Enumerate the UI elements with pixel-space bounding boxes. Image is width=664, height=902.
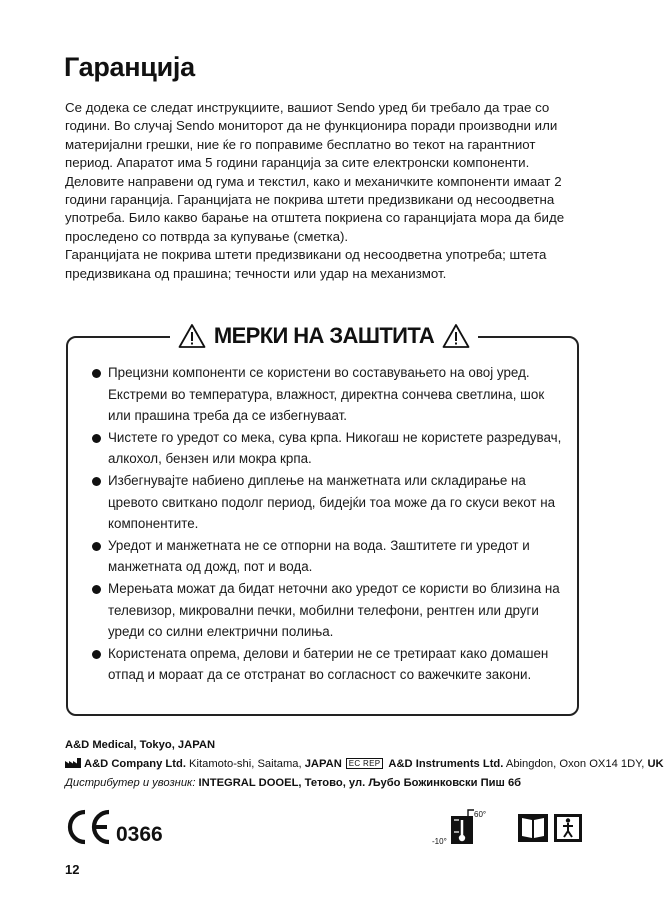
warranty-paragraph: Гаранцијата не покрива штети предизвикани од несоодветна употреба; штета предизвикана од прашина; течности или удар на механизмот. bbox=[65, 247, 547, 281]
bullet-icon bbox=[92, 585, 101, 594]
precautions-list bbox=[84, 362, 564, 686]
list-item: Користената опрема, делови и батерии не се третираат како домашен отпад и мораат да се отстранат во согласност со важечките закони. bbox=[84, 643, 564, 686]
warning-triangle-icon bbox=[178, 323, 206, 349]
precautions-title: МЕРКИ НА ЗАШТИТА bbox=[213, 323, 435, 348]
instructions-book-icon bbox=[518, 814, 548, 842]
bullet-icon bbox=[92, 477, 101, 486]
distributor-line: Дистрибутер и увозник: INTEGRAL DOOEL, Тетово, ул. Љубо Божинковски Пиш 6б bbox=[65, 777, 522, 789]
manufacturer-line: A&D Company Ltd. Kitamoto-shi, Saitama, JAPAN EC REP A&D Instruments Ltd. Abingdon, Oxon OX14 1DY, UK bbox=[65, 755, 585, 774]
warning-triangle-icon bbox=[442, 323, 470, 349]
manufacturer-info bbox=[65, 736, 664, 793]
list-item: Уредот и манжетната не се отпорни на вода. Заштитете ги уредот и манжетната од дожд, пот и вода. bbox=[84, 535, 564, 578]
bullet-icon bbox=[92, 542, 101, 551]
temperature-limit-icon bbox=[432, 810, 486, 846]
page-number: 12 bbox=[65, 862, 80, 877]
list-item: Прецизни компоненти се користени во составувањето на овој уред. Екстреми во температура, влажност, директна сончева светлина, шок или прашина треба да се избегнуваат. bbox=[84, 362, 564, 427]
svg-text:-10°: -10° bbox=[432, 837, 447, 846]
list-item: Мерењата можат да бидат неточни ако уредот се користи во близина на телевизор, микровални печки, мобилни телефони, рентген или други уреди со силни електрични полиња. bbox=[84, 578, 564, 643]
ec-rep-icon: EC REP bbox=[346, 758, 384, 769]
regulatory-symbols bbox=[432, 808, 592, 848]
page-title: Гаранција bbox=[64, 52, 195, 82]
warranty-paragraph: Се додека се следат инструкциите, вашиот Sendo уред би требало да трае со години. Во случај Sendo мониторот да не функционира поради производни или материјални грешки, ние ќе го поправиме бесплатно во текот на гарантниот период. Апаратот има 5 години гаранција за сите електронски компоненти. Деловите направени од гума и текстил, како и механичките компоненти имаат 2 години гаранција. Гаранцијата не покрива штети предизвикани од несоодветна употреба. Било какво барање на отштета покриена со гаранцијата мора да биде проследено со потврда за купување (сметка). bbox=[65, 100, 565, 244]
list-item: Чистете го уредот со мека, сува крпа. Никогаш не користете разредувач, алкохол, бензен или мокра крпа. bbox=[84, 427, 564, 470]
type-bf-icon bbox=[554, 814, 582, 842]
company-line: A&D Medical, Tokyo, JAPAN bbox=[65, 739, 216, 751]
bullet-icon bbox=[92, 369, 101, 378]
bullet-icon bbox=[92, 650, 101, 659]
warranty-text bbox=[65, 99, 577, 283]
ce-icon bbox=[64, 808, 112, 846]
precautions-heading bbox=[170, 318, 478, 354]
ce-mark bbox=[64, 808, 163, 846]
bullet-icon bbox=[92, 434, 101, 443]
notified-body-number: 0366 bbox=[116, 823, 163, 846]
manufacturer-icon bbox=[65, 756, 81, 766]
list-item: Избегнувајте набиено диплење на манжетната или складирање на цревото свиткано подолг период, бидејќи тоа може да го скуси векот на компонентите. bbox=[84, 470, 564, 535]
svg-text:60°: 60° bbox=[474, 810, 487, 819]
